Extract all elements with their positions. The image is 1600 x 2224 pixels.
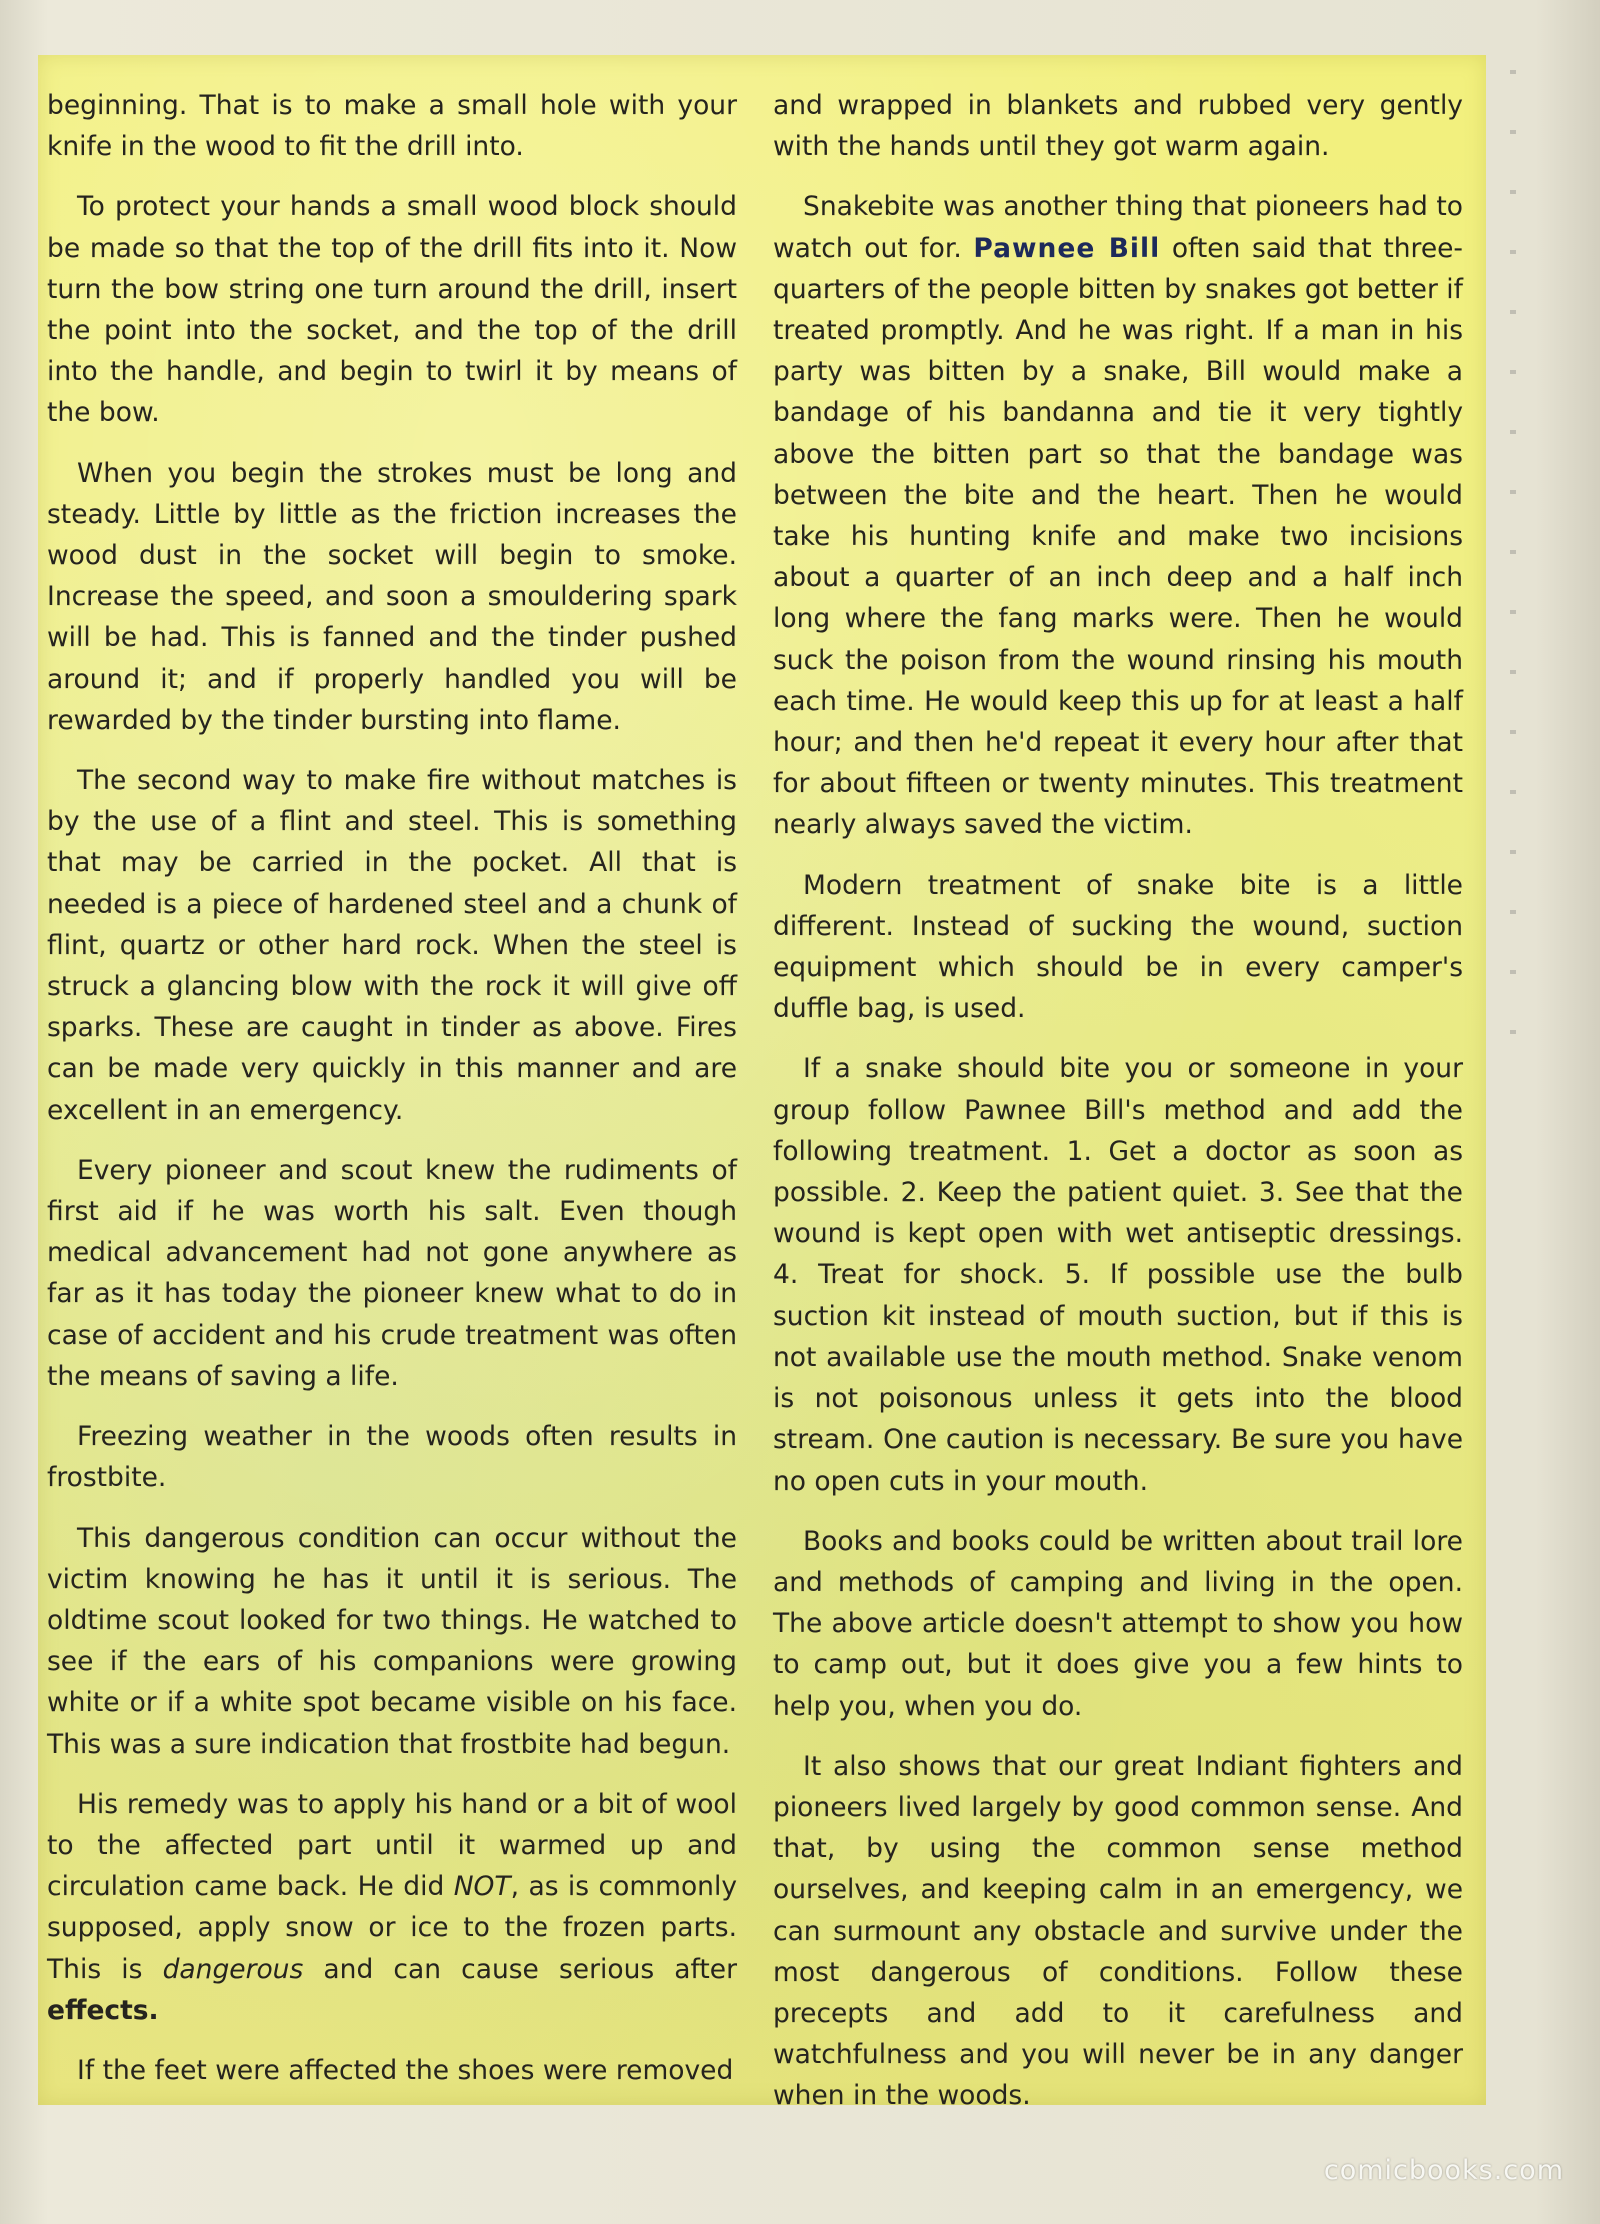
emphasis-dangerous: dangerous <box>162 1953 304 1985</box>
right-paragraph-6: It also shows that our great Indiant fighters and pioneers lived largely by good common sense. And that, by using the common sense method ourselves, and keeping calm in an emergency, we can surmount any obstacle and survive under the most dangerous of conditions. Follow these precepts and add to it carefulness and watchfulness and you will never be in any danger when in the woods. <box>773 1750 1463 2112</box>
left-paragraph-7: This dangerous condition can occur without the victim knowing he has it until it is serious. The oldtime scout looked for two things. He watched to see if the ears of his companions were growing white or if a white spot became visible on his face. This was a sure indication that frostbite had begun. <box>47 1522 737 1760</box>
left-paragraph-4: The second way to make fire without matches is by the use of a flint and steel. This is something that may be carried in the pocket. All that is needed is a piece of hardened steel and a chunk of flint, quartz or other hard rock. When the steel is struck a glancing blow with the rock it will give off sparks. These are caught in tinder as above. Fires can be made very quickly in this manner and are excellent in an emergency. <box>47 765 737 1126</box>
left-paragraph-9: If the feet were affected the shoes were removed <box>77 2054 734 2086</box>
left-paragraph-2: To protect your hands a small wood block should be made so that the top of the drill fits into it. Now turn the bow string one turn around the drill, insert the point into the socket, and the top of the drill into the handle, and begin to twirl it by means of the bow. <box>47 191 737 429</box>
right-paragraph-5: Books and books could be written about trail lore and methods of camping and living in the open. The above article doesn't attempt to show you how to camp out, but it does give you a few hints to help you, when you do. <box>773 1525 1463 1722</box>
left-column <box>47 85 737 2091</box>
pawnee-bill-name: Pawnee Bill <box>973 232 1161 264</box>
watermark: comicbooks.com <box>1323 2155 1564 2186</box>
right-paragraph-3: Modern treatment of snake bite is a little different. Instead of sucking the wound, suction equipment which should be in every camper's duffle bag, is used. <box>773 869 1463 1025</box>
left-paragraph-1: beginning. That is to make a small hole with your knife in the wood to fit the drill into. <box>47 90 737 163</box>
right-paragraph-2-part-a: Snakebite was another thing that pioneers had to watch out for. <box>773 191 1463 264</box>
right-paragraph-2-part-b: often said that three-quarters of the people bitten by snakes got better if treated promptly. And he was right. If a man in his party was bitten by a snake, Bill would make a bandage of his bandanna and tie it very tightly above the bitten part so that the bandage was between the bite and the heart. Then he would take his hunting knife and make two incisions about a quarter of an inch deep and a half inch long where the fang marks were. Then he would suck the poison from the wound rinsing his mouth each time. He would keep this up for at least a half hour; and then he'd repeat it every hour after that for about fifteen or twenty minutes. This treatment nearly always saved the victim. <box>773 232 1463 841</box>
emphasis-effects: effects. <box>47 1994 159 2026</box>
edge-specks <box>1510 40 1516 1040</box>
right-column <box>773 85 1463 2117</box>
right-paragraph-2 <box>773 186 1463 845</box>
left-paragraph-8 <box>47 1784 737 2031</box>
left-paragraph-8-part-b: , as is commonly supposed, apply snow or ice to the frozen parts. This is <box>47 1871 738 1985</box>
right-paragraph-4: If a snake should bite you or someone in your group follow Pawnee Bill's method and add the following treatment. 1. Get a doctor as soon as possible. 2. Keep the patient quiet. 3. See that the wound is kept open with wet antiseptic dressings. 4. Treat for shock. 5. If possible use the bulb suction kit instead of mouth suction, but if this is not available use the mouth method. Snake venom is not poisonous unless it gets into the blood stream. One caution is necessary. Be sure you have no open cuts in your mouth. <box>773 1053 1463 1497</box>
left-paragraph-8-part-a: His remedy was to apply his hand or a bit of wool to the affected part until it warmed up and circulation came back. He did <box>47 1788 737 1903</box>
emphasis-not: NOT <box>453 1871 511 1903</box>
left-paragraph-6: Freezing weather in the woods often results in frostbite. <box>47 1421 737 1494</box>
left-paragraph-3: When you begin the strokes must be long and steady. Little by little as the friction increases the wood dust in the socket will begin to smoke. Increase the speed, and soon a smouldering spark will be had. This is fanned and the tinder pushed around it; and if properly handled you will be rewarded by the tinder bursting into flame. <box>47 457 737 736</box>
comic-text-page <box>38 55 1486 2112</box>
left-paragraph-5: Every pioneer and scout knew the rudiments of first aid if he was worth his salt. Even though medical advancement had not gone anywhere as far as it has today the pioneer knew what to do in case of accident and his crude treatment was often the means of saving a life. <box>47 1154 737 1392</box>
left-paragraph-8-part-c: and can cause serious after <box>303 1953 738 1985</box>
right-paragraph-1: and wrapped in blankets and rubbed very gently with the hands until they got warm again. <box>773 90 1463 163</box>
